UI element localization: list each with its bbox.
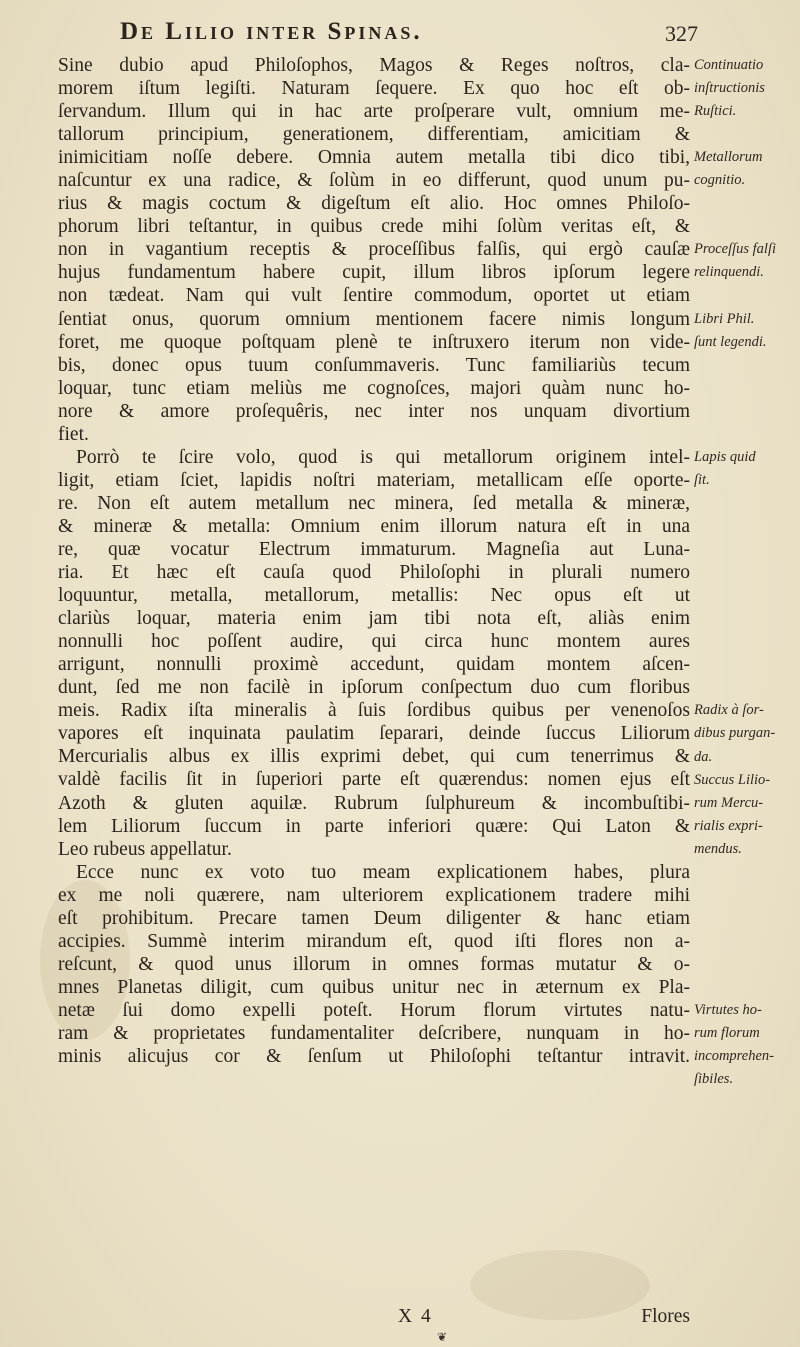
text-line: mnes Planetas diligit, cum quibus unitur nec in æternum ex Pla- [58,976,690,998]
signature-mark: X 4 [398,1306,433,1327]
text-line: loquuntur, metalla, metallorum, metallis: Nec opus eſt ut [58,585,690,607]
text-line: re, quæ vocatur Electrum immaturum. Magneſia aut Luna- [58,538,690,560]
text-line: Ecce nunc ex voto tuo meam explicationem habes, plura [76,861,690,883]
text-line: lem Liliorum ſuccum in parte inferiori quære: Qui Laton & [58,815,690,837]
margin-note: rum florum [694,1025,760,1042]
text-line: bis, donec opus tuum conſummaveris. Tunc familiariùs tecum [58,354,690,376]
margin-note: Virtutes ho- [694,1002,762,1019]
margin-note: incomprehen- [694,1048,774,1065]
text-line: reſcunt, & quod unus illorum in omnes formas mutatur & o- [58,953,690,975]
text-line: ſervandum. Illum qui in hac arte proſperare vult, omnium me- [58,101,690,123]
running-title: De Lilio inter Spinas. [120,18,423,45]
text-line: eſt prohibitum. Precare tamen Deum diligenter & hanc etiam [58,907,690,929]
page-number: 327 [665,21,698,46]
text-line: arrigunt, nonnulli proximè accedunt, quidam montem aſcen- [58,654,690,676]
text-line: accipies. Summè interim mirandum eſt, quod iſti flores non a- [58,930,690,952]
main-text-block [58,54,690,1068]
text-line: re. Non eſt autem metallum nec minera, ſed metalla & mineræ, [58,492,690,514]
margin-note: mendus. [694,840,742,857]
text-line: ria. Et hæc eſt cauſa quod Philoſophi in plurali numero [58,562,690,584]
text-line: naſcuntur ex una radice, & ſolùm in eo differunt, quod unum pu- [58,170,690,192]
margin-note: ſit. [694,471,710,488]
margin-note: Lapis quid [694,448,756,465]
margin-note: ſunt legendi. [694,333,767,350]
text-line: hujus fundamentum habere cupit, illum libros ipſorum legere [58,262,690,284]
text-line: fiet. [58,423,89,445]
margin-note: ſibiles. [694,1071,734,1088]
text-line: & mineræ & metalla: Omnium enim illorum natura eſt in una [58,515,690,537]
margin-note: relinquendi. [694,264,764,281]
text-line: foret, me quoque poſtquam plenè te inſtruxero iterum non vide- [58,331,690,353]
text-line: ſentiat onus, quorum omnium mentionem facere nimis longum [58,308,690,330]
text-line: clariùs loquar, materia enim jam tibi nota eſt, aliàs enim [58,608,690,630]
text-line: ligit, etiam ſciet, lapidis noſtri materiam, metallicam eſſe oporte- [58,469,690,491]
margin-note: Proceſſus falſi [694,241,777,258]
text-line: nore & amore proſequêris, nec inter nos unquam divortium [58,400,690,422]
text-line: phorum libri teſtantur, in quibus crede mihi ſolùm veritas eſt, & [58,216,690,238]
page-footer [58,1306,690,1330]
text-line: loquar, tunc etiam meliùs me cognoſces, majori quàm nunc ho- [58,377,690,399]
margin-note: Continuatio [694,57,764,73]
text-line: valdè facilis ſit in ſuperiori parte eſt quærendus: nomen ejus eſt [58,769,690,791]
text-line: netæ ſui domo expelli poteſt. Horum florum virtutes natu- [58,999,690,1021]
text-line: tallorum principium, generationem, differentiam, amicitiam & [58,124,690,146]
text-line: rius & magis coctum & digeſtum eſt alio. Hoc omnes Philoſo- [58,193,690,215]
margin-note: cognitio. [694,172,746,189]
text-line: minis alicujus cor & ſenſum ut Philoſophi teſtantur intravit. [58,1046,690,1068]
text-line: ex me noli quærere, nam ulteriorem explicationem tradere mihi [58,884,690,906]
text-line: Porrò te ſcire volo, quod is qui metallorum originem intel- [76,446,690,468]
margin-note: Metallorum [694,149,763,166]
running-head [110,18,700,54]
margin-note: Succus Lilio- [694,771,771,788]
margin-note: dibus purgan- [694,725,776,742]
fleuron-ornament: ❦ [437,1330,448,1344]
text-line: non tædeat. Nam qui vult ſentire commodum, oportet ut etiam [58,285,690,307]
catchword: Flores [641,1306,690,1327]
text-line: Sine dubio apud Philoſophos, Magos & Reges noſtros, cla- [58,55,690,76]
text-line: Mercurialis albus ex illis exprimi debet, qui cum tenerrimus & [58,746,690,768]
text-line: Leo rubeus appellatur. [58,838,232,860]
text-line: morem iſtum legiſti. Naturam ſequere. Ex quo hoc eſt ob- [58,78,690,100]
margin-note: Libri Phil. [694,310,755,327]
text-line: ram & proprietates fundamentaliter deſcribere, nunquam in ho- [58,1022,690,1044]
text-line: inimicitiam noſſe debere. Omnia autem metalla tibi dico tibi, [58,147,690,169]
margin-note: rum Mercu- [694,794,764,811]
text-line: dunt, ſed me non facilè in ipſorum conſpectum duo cum floribus [58,677,690,699]
margin-note: Ruſtici. [694,103,737,120]
margin-note: da. [694,748,713,765]
text-line: meis. Radix iſta mineralis à ſuis ſordibus quibus per venenoſos [58,700,690,722]
text-line: non in vagantium receptis & proceſſibus falſis, qui ergò cauſæ [58,239,690,261]
text-line: Azoth & gluten aquilæ. Rubrum ſulphureum & incombuſtibi- [58,792,690,814]
margin-note: inſtructionis [694,80,765,97]
text-line: vapores eſt inquinata paulatim ſeparari, deinde ſuccus Liliorum [58,723,690,745]
text-line: nonnulli hoc poſſent audire, qui circa hunc montem aures [58,631,690,653]
margin-note: Radix à ſor- [694,702,764,719]
margin-note: rialis expri- [694,817,763,834]
